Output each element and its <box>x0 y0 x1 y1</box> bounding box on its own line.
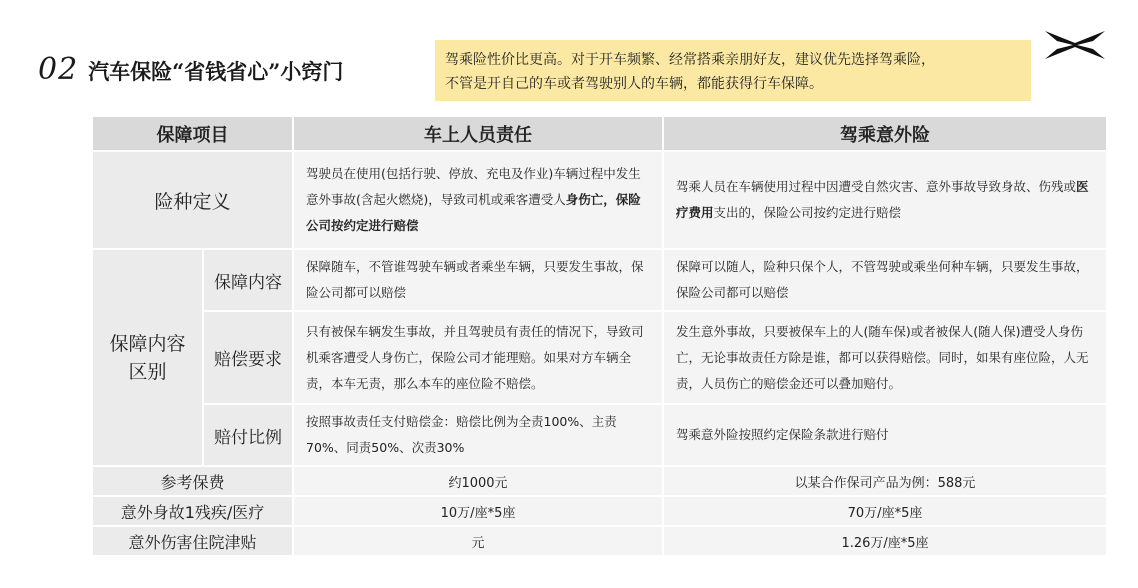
definition-col3: 驾乘人员在车辆使用过程中因遭受自然灾害、意外事故导致身故、伤残或医疗费用支出的，保险公司按约定进行赔偿 <box>663 151 1107 249</box>
header-driver-passenger-accident: 驾乘意外险 <box>663 116 1107 151</box>
row-label-definition: 险种定义 <box>92 151 293 249</box>
group-label-coverage-difference: 保障内容区别 <box>92 249 203 466</box>
claim-col3: 发生意外事故，只要被保车上的人(随车保)或者被保人(随人保)遭受人身伤亡，无论事故责任方除是谁，都可以获得赔偿。同时，如果有座位险，人无责，人员伤亡的赔偿金还可以叠加赔付。 <box>663 311 1107 404</box>
note-line-1: 驾乘险性价比更高。对于开车频繁、经常搭乘亲朋好友，建议优先选择驾乘险， <box>445 52 935 68</box>
coverage-col2: 保障随车，不管谁驾驶车辆或者乘坐车辆，只要发生事故，保险公司都可以赔偿 <box>293 249 663 311</box>
coverage-col3: 保障可以随人，险种只保个人，不管驾驶或乘坐何种车辆，只要发生事故，保险公司都可以赔偿 <box>663 249 1107 311</box>
definition-col2: 驾驶员在使用(包括行驶、停放、充电及作业)车辆过程中发生意外事故(含起火燃烧)，导致司机或乘客遭受人身伤亡，保险公司按约定进行赔偿 <box>293 151 663 249</box>
ratio-col3: 驾乘意外险按照约定保险条款进行赔付 <box>663 404 1107 466</box>
header-passenger-liability: 车上人员责任 <box>293 116 663 151</box>
table-header-row <box>92 116 1107 151</box>
accident-col3: 70万/座*5座 <box>663 496 1107 526</box>
accident-col2: 10万/座*5座 <box>293 496 663 526</box>
ratio-col2: 按照事故责任支付赔偿金：赔偿比例为全责100%、主责70%、同责50%、次责30% <box>293 404 663 466</box>
row-label-claim: 赔偿要求 <box>203 311 293 404</box>
row-label-coverage: 保障内容 <box>203 249 293 311</box>
highlight-note <box>435 40 1031 101</box>
section-title: 汽车保险“省钱省心”小窍门 <box>88 59 344 84</box>
premium-col2: 约1000元 <box>293 466 663 496</box>
header-coverage-item: 保障项目 <box>92 116 293 151</box>
xpeng-logo-icon <box>1043 27 1109 63</box>
table-row <box>92 496 1107 526</box>
row-label-hospital: 意外伤害住院津贴 <box>92 526 293 556</box>
table-row <box>92 249 1107 311</box>
section-heading <box>38 52 343 87</box>
table-row <box>92 526 1107 556</box>
claim-col2: 只有被保车辆发生事故，并且驾驶员有责任的情况下，导致司机乘客遭受人身伤亡，保险公司才能理赔。如果对方车辆全责，本车无责，那么本车的座位险不赔偿。 <box>293 311 663 404</box>
table-row <box>92 311 1107 404</box>
table-row <box>92 404 1107 466</box>
comparison-table <box>91 115 1108 557</box>
hospital-col3: 1.26万/座*5座 <box>663 526 1107 556</box>
hospital-col2: 元 <box>293 526 663 556</box>
row-label-premium: 参考保费 <box>92 466 293 496</box>
section-number: 02 <box>38 52 79 87</box>
row-label-accident: 意外身故1残疾/医疗 <box>92 496 293 526</box>
table-row <box>92 151 1107 249</box>
note-line-2: 不管是开自己的车或者驾驶别人的车辆，都能获得行车保障。 <box>445 76 823 92</box>
row-label-ratio: 赔付比例 <box>203 404 293 466</box>
premium-col3: 以某合作保司产品为例：588元 <box>663 466 1107 496</box>
table-row <box>92 466 1107 496</box>
